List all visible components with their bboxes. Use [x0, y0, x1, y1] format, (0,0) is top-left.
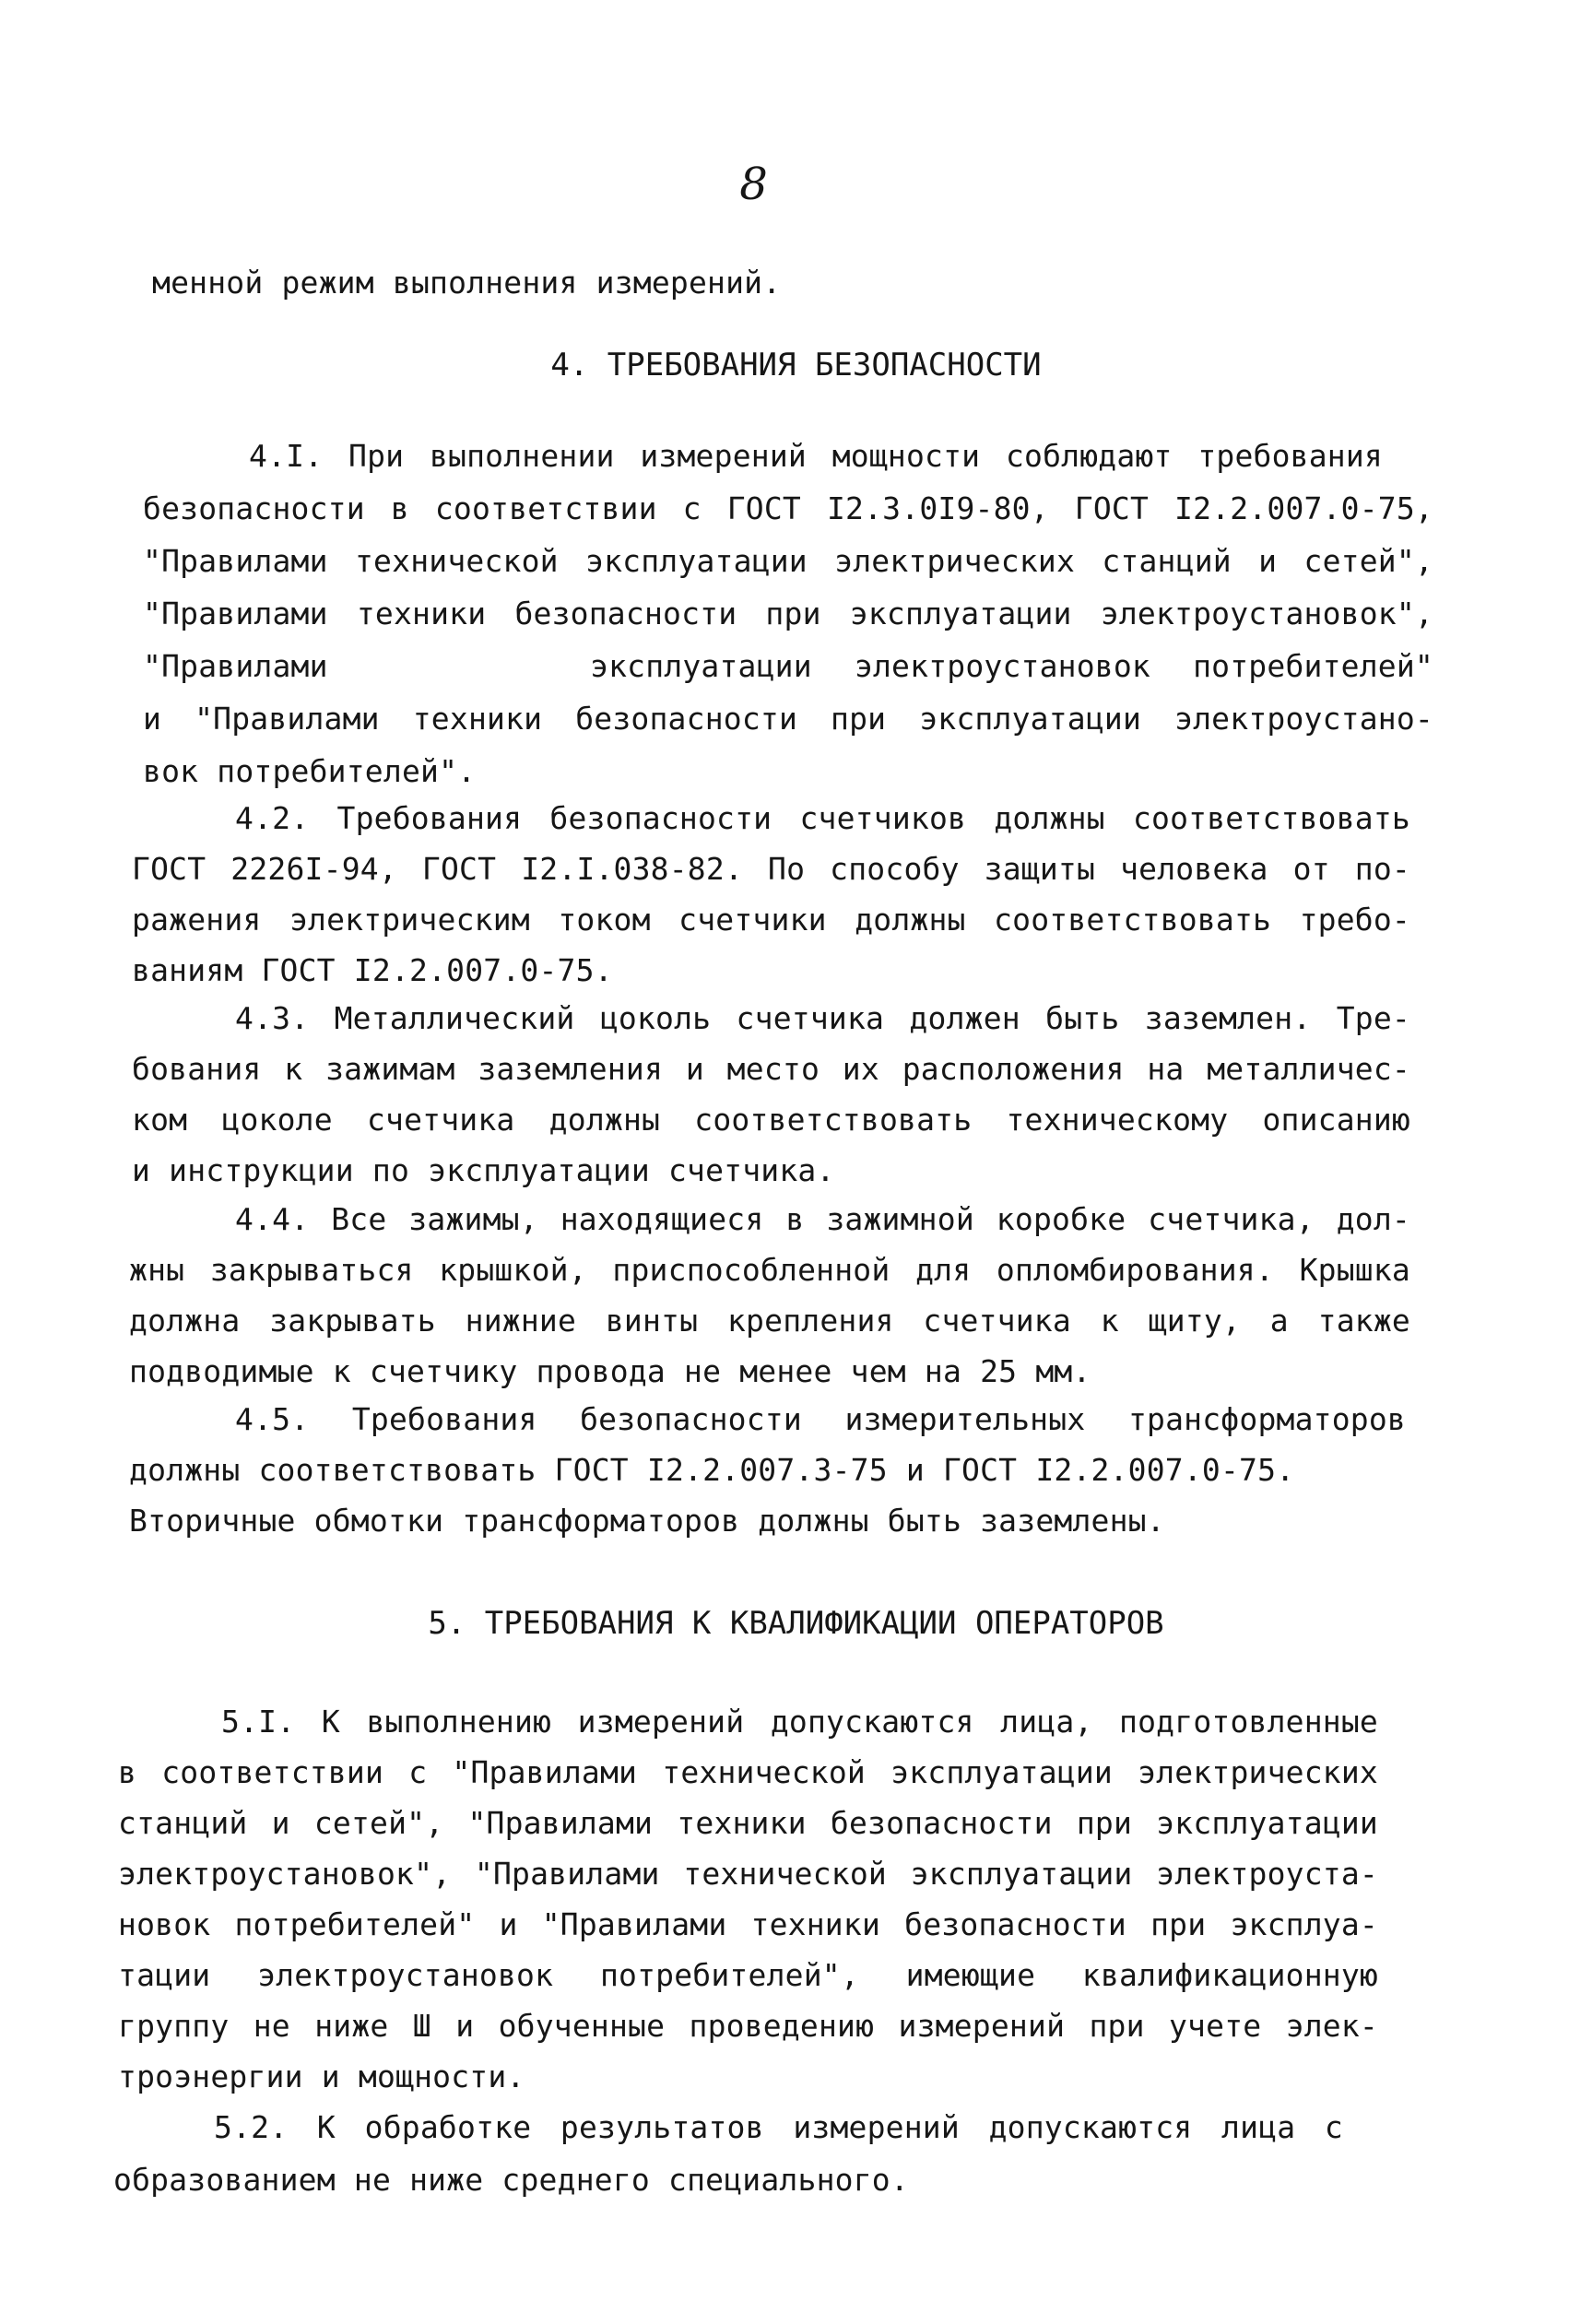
text-line: должна закрывать нижние винты крепления счетчика к щиту, а также — [129, 1303, 1410, 1339]
text-line: должны соответствовать ГОСТ I2.2.007.3-75 и ГОСТ I2.2.007.0-75. — [129, 1452, 1295, 1488]
text-line: 4.3. Металлический цоколь счетчика должен быть заземлен. Тре- — [235, 1000, 1410, 1036]
text-line: в соответствии с "Правилами технической эксплуатации электрических — [118, 1754, 1378, 1790]
text-line: вок потребителей". — [143, 753, 477, 789]
text-line: "Правилами — [143, 648, 328, 684]
text-line: ражения электрическим током счетчики должны соответствовать требо- — [132, 902, 1410, 938]
text-line: тации электроустановок потребителей", имеющие квалификационную — [118, 1957, 1378, 1993]
text-line: 5.2. К обработке результатов измерений допускаются лица с — [214, 2109, 1343, 2145]
text-line: ваниям ГОСТ I2.2.007.0-75. — [132, 952, 613, 988]
text-line: и инструкции по эксплуатации счетчика. — [132, 1152, 835, 1188]
text-line: 4.5. Требования безопасности измерительных трансформаторов — [235, 1401, 1406, 1437]
text-line: новок потребителей" и "Правилами техники безопасности при эксплуа- — [118, 1906, 1378, 1942]
text-line: ГОСТ 2226I-94, ГОСТ I2.I.038-82. По способу защиты человека от по- — [132, 851, 1410, 887]
section-5-heading: 5. ТРЕБОВАНИЯ К КВАЛИФИКАЦИИ ОПЕРАТОРОВ — [428, 1605, 1164, 1642]
text-line: станций и сетей", "Правилами техники безопасности при эксплуатации — [118, 1805, 1378, 1841]
text-line: 5.I. К выполнению измерений допускаются лица, подготовленные — [221, 1704, 1378, 1740]
text-line: образованием не ниже среднего специального. — [113, 2162, 909, 2198]
text-line: электроустановок", "Правилами технической эксплуатации электроуста- — [118, 1856, 1378, 1892]
text-line: 4.4. Все зажимы, находящиеся в зажимной коробке счетчика, дол- — [235, 1201, 1410, 1237]
text-line: жны закрываться крышкой, приспособленной для опломбирования. Крышка — [129, 1252, 1410, 1288]
text-line: подводимые к счетчику провода не менее чем на 25 мм. — [129, 1353, 1091, 1389]
section-4-heading: 4. ТРЕБОВАНИЯ БЕЗОПАСНОСТИ — [550, 347, 1042, 383]
intro-line: менной режим выполнения измерений. — [152, 265, 782, 301]
text-line: Вторичные обмотки трансформаторов должны быть заземлены. — [129, 1503, 1165, 1539]
text-line: 4.2. Требования безопасности счетчиков должны соответствовать — [235, 800, 1410, 836]
text-line: группу не ниже Ш и обученные проведению измерений при учете элек- — [118, 2008, 1378, 2044]
text-line: "Правилами техники безопасности при эксплуатации электроустановок", — [143, 596, 1433, 631]
text-line: и "Правилами техники безопасности при эксплуатации электроустано- — [143, 701, 1433, 737]
text-line: ком цоколе счетчика должны соответствовать техническому описанию — [132, 1102, 1410, 1138]
page-number: 8 — [739, 159, 768, 210]
text-line: "Правилами технической эксплуатации электрических станций и сетей", — [143, 543, 1433, 579]
text-line: безопасности в соответствии с ГОСТ I2.3.0I9-80, ГОСТ I2.2.007.0-75, — [143, 490, 1433, 526]
text-line: эксплуатации электроустановок потребителей" — [590, 648, 1433, 684]
text-line: 4.I. При выполнении измерений мощности соблюдают требования — [249, 438, 1383, 474]
text-line: троэнергии и мощности. — [118, 2059, 525, 2094]
text-line: бования к зажимам заземления и место их расположения на металличес- — [132, 1051, 1410, 1087]
